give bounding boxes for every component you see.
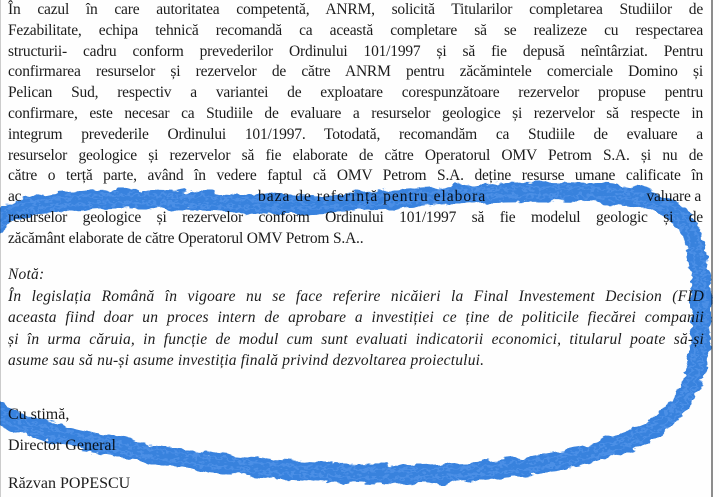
letter-body-paragraph (8, 0, 703, 250)
note-line: În legislația Română în vigoare nu se face referire nicăieri la Final Investement Decision (FID (8, 287, 704, 305)
body-line: Fezabilitate, echipa tehnică recomandă ca această completare să se realizeze cu respectarea (8, 21, 703, 39)
body-line: integrum prevederile Ordinului 101/1997. Totodată, recomandăm ca Studiile de evaluare a (8, 125, 703, 143)
body-line: confirmarea resurselor și rezervelor de către ANRM pentru zăcămintele comerciale Domino și (8, 63, 703, 81)
body-line: zăcământ elaborate de către Operatorul OMV Petrom S.A.. (8, 229, 364, 247)
body-line: Pelican Sud, respectiv a variantei de exploatare corespunzătoare rezervelor propuse pentru (8, 84, 703, 102)
body-line: În cazul în care autoritatea competentă, ANRM, solicită Titularilor completarea Studiilor de (8, 1, 703, 18)
note-section (8, 264, 704, 372)
signature-salutation: Cu stimă, (8, 406, 70, 423)
note-line: și în urma căruia, in funcție de modul cum sunt evaluati indicatorii economici, titularul poate să-și (8, 330, 704, 348)
obscured-line-start-fragment: ac (8, 188, 22, 206)
obscured-line-end-fragment: valuare a (646, 188, 701, 206)
body-line-obscured-by-marker (8, 187, 703, 208)
signature-name: Răzvan POPESCU (8, 475, 131, 492)
note-heading: Notă: (8, 266, 45, 283)
obscured-line-middle-fragment: baza de referință pentru elabora (258, 188, 487, 206)
body-line: structurii- cadru conform prevederilor Ordinului 101/1997 și să fie depusă neîntârziat. Pentru (8, 42, 703, 60)
body-line: resurselor geologice și rezervelor conform Ordinului 101/1997 să fie modelul geologic și de (8, 208, 703, 226)
body-line: confirmare, este necesar ca Studiile de evaluare a resurselor geologice și rezervelor să respecte in (8, 104, 703, 122)
note-line: asume sau să nu-și asume investiția finală privind dezvoltarea proiectului. (8, 352, 485, 369)
signature-role: Director General (8, 437, 116, 454)
body-line: resurselor geologice și rezervelor să fie elaborate de către Operatorul OMV Petrom S.A. și nu de (8, 146, 703, 164)
body-line: către o terță parte, având în vedere faptul că OMV Petrom S.A. deține resurse umane calificate în (8, 167, 703, 185)
page-scan-border-line (711, 0, 713, 497)
page-left-edge-line (0, 0, 1, 497)
note-line: aceasta fiind doar un proces intern de aprobare a investiției ce ține de politicile fiecărei companii (8, 309, 704, 326)
